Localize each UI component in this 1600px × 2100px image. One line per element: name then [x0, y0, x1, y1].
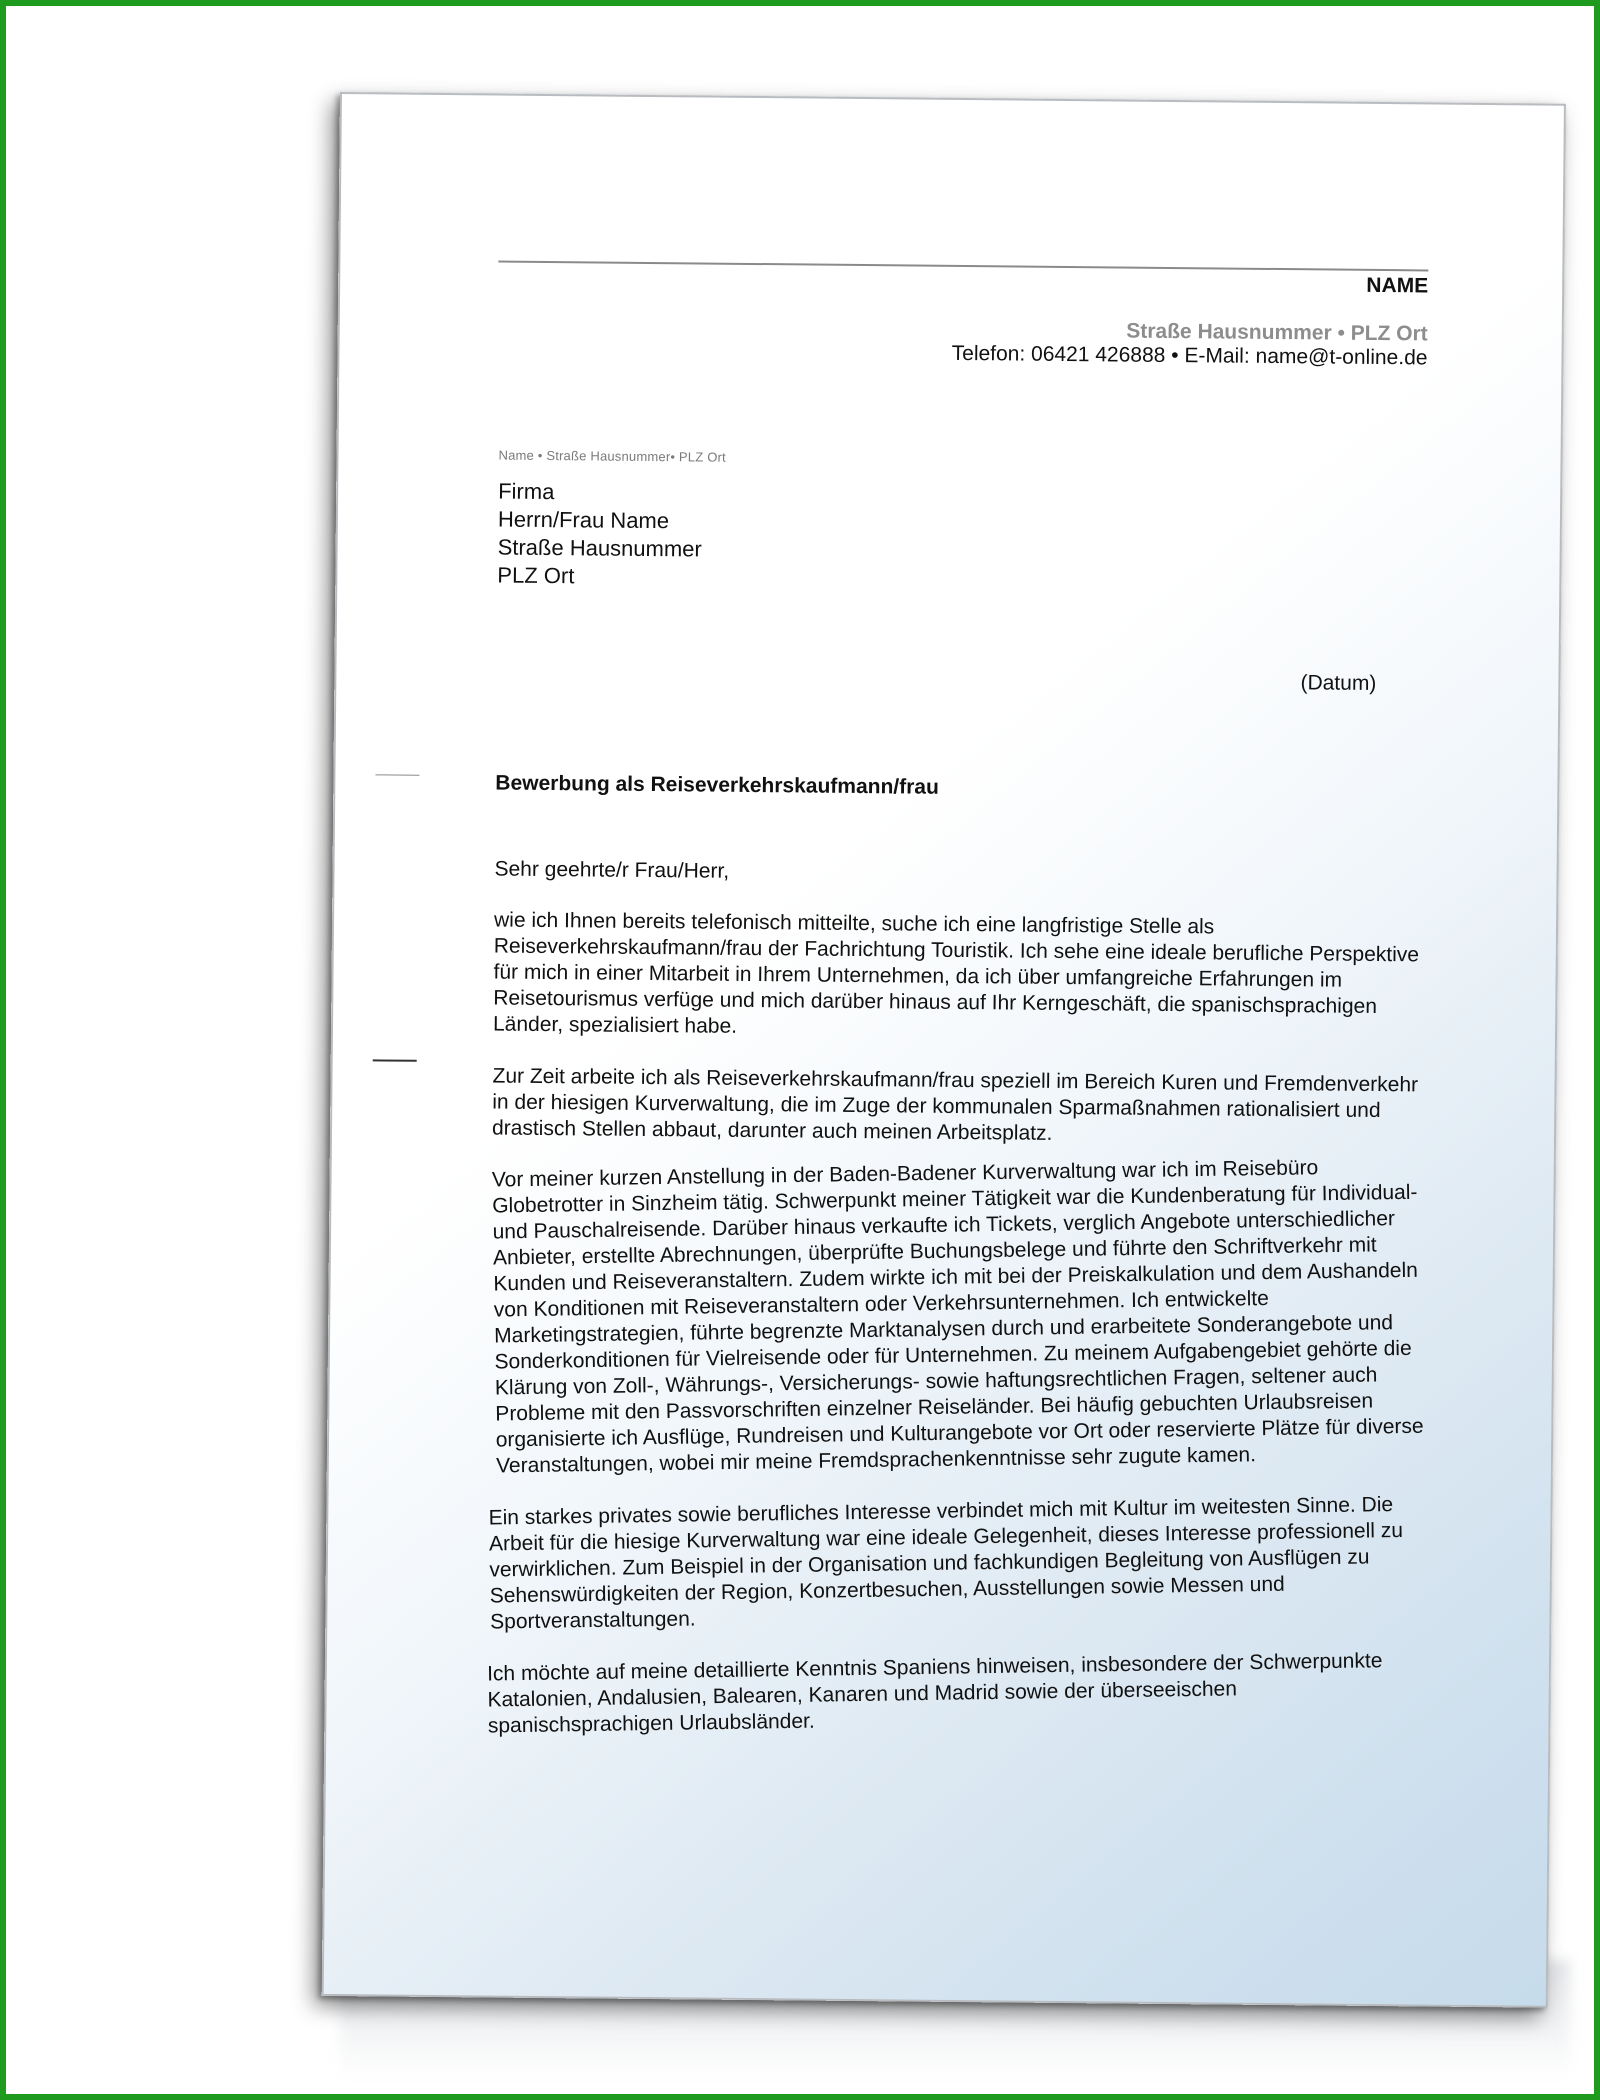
- sender-name: NAME: [1366, 273, 1429, 298]
- recipient-city: PLZ Ort: [497, 562, 575, 589]
- recipient-person: Herrn/Frau Name: [497, 506, 670, 534]
- letter-subject: Bewerbung als Reiseverkehrskaufmann/frau: [495, 771, 939, 799]
- paragraph: Vor meiner kurzen Anstellung in der Baden-Badener Kurverwaltung war ich im Reisebüro Globetrotter in Sinzheim tätig. Schwerpunkt meiner Tätigkeit war die Kundenberatung für Individual- und Pauschalreisende. Darüber hinaus verkaufte ich Tickets, verglich Angebote unterschiedlicher Anbieter, erstellte Abrechnungen, überprüfte Buchungsbelege und führte den Schriftverkehr mit Kunden und Reiseveranstaltern. Zudem wirkte ich mit bei der Preiskalkulation und dem Aushandeln von Konditionen mit Reiseveranstaltern oder Verkehrsunternehmen. Ich entwickelte Marketingstrategien, führte begrenzte Marktanalysen durch und erarbeitete Sonderangebote und Sonderkonditionen für Vielreisende oder für Unternehmen. Zu meinem Aufgabengebiet gehörte die Klärung von Zoll-, Währungs-, Versicherungs- sowie haftungsrechtlichen Fragen, seltener auch Probleme mit den Passvorschriften einzelner Reiseländer. Bei häufig gebuchten Urlaubsreisen organisierte ich Ausflüge, Rundreisen und Kulturangebote vor Ort oder reservierte Plätze für diverse Veranstaltungen, wobei mir meine Fremdsprachenkenntnisse sehr zugute kamen.: [491, 1156, 1424, 1478]
- header-rule: [498, 261, 1428, 272]
- paragraph: Zur Zeit arbeite ich als Reiseverkehrskaufmann/frau speziell im Bereich Kuren und Fremdenverkehr in der hiesigen Kurverwaltung, die im Zuge der kommunalen Sparmaßnahmen rationalisiert und drastisch Stellen abbaut, darunter auch meinen Arbeitsplatz.: [491, 1064, 1419, 1145]
- sender-contact: Telefon: 06421 426888 • E-Mail: name@t-online.de: [951, 341, 1428, 370]
- letter-body: [486, 908, 1424, 1775]
- paragraph: Ein starkes privates sowie berufliches Interesse verbindet mich mit Kultur im weitesten Sinne. Die Arbeit für die hiesige Kurverwaltung war eine ideale Gelegenheit, dieses Interesse professionell zu verwirklichen. Zum Beispiel in der Organisation und fachkundigen Begleitung von Ausflügen zu Sehenswürdigkeiten der Region, Konzertbesuchen, Ausstellungen sowie Messen und Sportveranstaltungen.: [488, 1493, 1404, 1634]
- punch-mark: [373, 1059, 417, 1061]
- letter-sheet: [322, 92, 1566, 2008]
- fold-mark: [375, 774, 419, 775]
- sender-address: Straße Hausnummer • PLZ Ort: [1126, 319, 1428, 346]
- salutation: Sehr geehrte/r Frau/Herr,: [494, 857, 730, 883]
- letter-date: (Datum): [1300, 671, 1377, 695]
- recipient-company: Firma: [498, 478, 555, 505]
- recipient-street: Straße Hausnummer: [497, 534, 702, 562]
- recipient-block: [497, 478, 702, 592]
- paragraph: Ich möchte auf meine detaillierte Kenntnis Spaniens hinweisen, insbesondere der Schwerpunkte Katalonien, Andalusien, Balearen, Kanaren und Madrid sowie der überseeischen spanischsprachigen Urlaubsländer.: [486, 1649, 1383, 1738]
- return-address-line: Name • Straße Hausnummer• PLZ Ort: [498, 447, 726, 465]
- paragraph: wie ich Ihnen bereits telefonisch mitteilte, suche ich eine langfristige Stelle als Reiseverkehrskaufmann/frau der Fachrichtung Touristik. Ich sehe eine ideale berufliche Perspektive für mich in einer Mitarbeit in Ihrem Unternehmen, da ich über umfangreiche Erfahrungen im Reisetourismus verfüge und mich darüber hinaus auf Ihr Kerngeschäft, die spanischsprachigen Länder, spezialisiert habe.: [492, 908, 1420, 1038]
